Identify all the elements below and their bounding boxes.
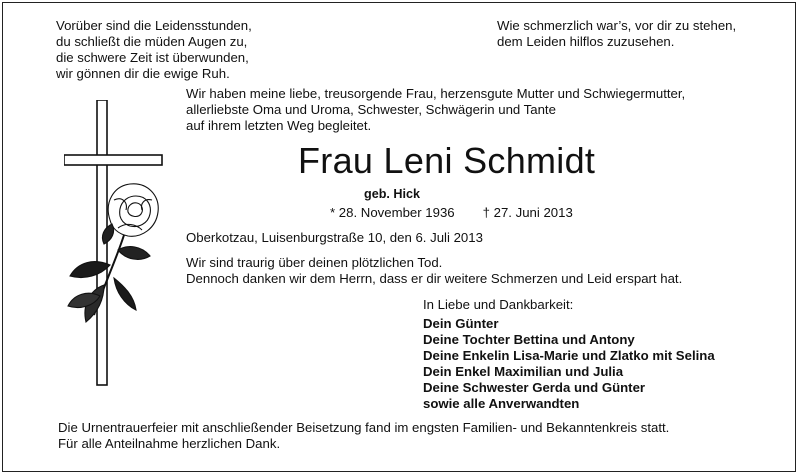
mourner-item: Dein Günter <box>423 316 499 331</box>
poem-right-line: dem Leiden hilflos zuzusehen. <box>497 34 675 49</box>
footer-text <box>58 420 669 452</box>
place-date: Oberkotzau, Luisenburgstraße 10, den 6. Juli 2013 <box>186 230 483 245</box>
rose-icon <box>68 184 158 322</box>
intro-line: auf ihrem letzten Weg begleitet. <box>186 118 372 133</box>
message-line: Wir sind traurig über deinen plötzlichen Tod. <box>186 255 443 270</box>
maiden-name: geb. Hick <box>364 187 420 201</box>
message-text <box>186 255 682 287</box>
footer-line: Die Urnentrauerfeier mit anschließender Beisetzung fand im engsten Familien- und Bekanntenkreis statt. <box>58 420 670 435</box>
footer-line: Für alle Anteilnahme herzlichen Dank. <box>58 436 281 451</box>
mourner-item: sowie alle Anverwandten <box>423 396 580 411</box>
poem-right <box>497 18 736 50</box>
death-date: † 27. Juni 2013 <box>482 205 573 220</box>
cross-with-rose <box>64 100 164 390</box>
poem-left <box>56 18 252 82</box>
closing-text: In Liebe und Dankbarkeit: <box>423 297 574 312</box>
poem-left-line: Vorüber sind die Leidensstunden, <box>56 18 252 33</box>
mourner-item: Deine Tochter Bettina und Antony <box>423 332 635 347</box>
intro-line: allerliebste Oma und Uroma, Schwester, Schwägerin und Tante <box>186 102 556 117</box>
deceased-name: Frau Leni Schmidt <box>298 140 596 181</box>
intro-text <box>186 86 685 134</box>
cross-icon <box>64 100 162 385</box>
message-line: Dennoch danken wir dem Herrn, dass er dir weitere Schmerzen und Leid erspart hat. <box>186 271 683 286</box>
poem-left-line: du schließt die müden Augen zu, <box>56 34 248 49</box>
birth-date: * 28. November 1936 <box>330 205 455 220</box>
poem-left-line: wir gönnen dir die ewige Ruh. <box>56 66 230 81</box>
mourner-item: Deine Schwester Gerda und Günter <box>423 380 646 395</box>
mourner-item: Deine Enkelin Lisa-Marie und Zlatko mit Selina <box>423 348 715 363</box>
intro-line: Wir haben meine liebe, treusorgende Frau, herzensgute Mutter und Schwiegermutter, <box>186 86 686 101</box>
poem-right-line: Wie schmerzlich war’s, vor dir zu stehen, <box>497 18 737 33</box>
mourners-list <box>423 316 715 412</box>
poem-left-line: die schwere Zeit ist überwunden, <box>56 50 249 65</box>
mourner-item: Dein Enkel Maximilian und Julia <box>423 364 624 379</box>
life-dates <box>330 205 573 220</box>
